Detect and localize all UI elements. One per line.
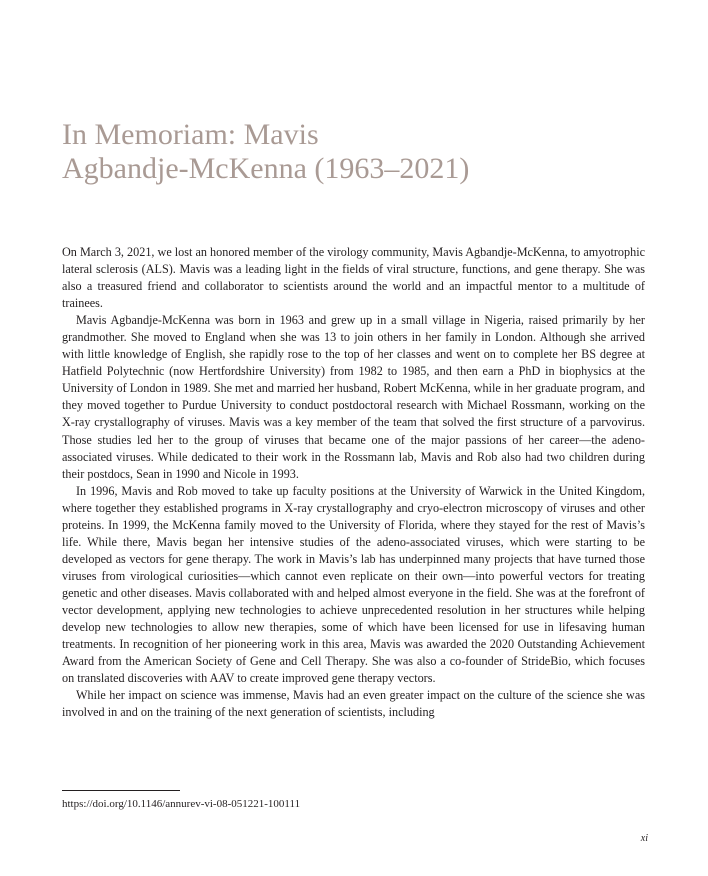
page-number: xi <box>640 833 648 844</box>
article-body <box>62 244 645 721</box>
footnote-divider <box>62 790 180 791</box>
article-title <box>62 118 582 186</box>
body-paragraph-1: On March 3, 2021, we lost an honored member of the virology community, Mavis Agbandje-McKenna, to amyotrophic lateral sclerosis (ALS). Mavis was a leading light in the fields of viral structure, functions, and gene therapy. She was also a treasured friend and collaborator to scientists around the world and an impactful mentor to a multitude of trainees. <box>62 245 645 311</box>
article-title-line-2: Agbandje-McKenna (1963–2021) <box>62 152 470 185</box>
article-title-line-1: In Memoriam: Mavis <box>62 118 319 151</box>
doi-link[interactable]: https://doi.org/10.1146/annurev-vi-08-051221-100111 <box>62 798 301 810</box>
body-paragraph-3: In 1996, Mavis and Rob moved to take up faculty positions at the University of Warwick in the United Kingdom, where together they established programs in X-ray crystallography and cryo-electron microscopy of viruses and other proteins. In 1999, the McKenna family moved to the University of Florida, where they stayed for the rest of Mavis’s life. While there, Mavis began her intensive studies of the adeno-associated viruses, which were starting to be developed as vectors for gene therapy. The work in Mavis’s lab has underpinned many projects that have turned those viruses from virological curiosities—which cannot even replicate on their own—into powerful vectors for treating genetic and other diseases. Mavis collaborated with and helped almost everyone in the field. She was at the forefront of vector development, applying new technologies to achieve unprecedented resolution in her structures while helping develop new technologies to allow new therapies, some of which have been licensed for use in lifesaving human treatments. In recognition of her pioneering work in this area, Mavis was awarded the 2020 Outstanding Achievement Award from the American Society of Gene and Cell Therapy. She was also a co-founder of StrideBio, which focuses on translated discoveries with AAV to create improved gene therapy vectors. <box>62 483 645 686</box>
body-paragraph-4: While her impact on science was immense, Mavis had an even greater impact on the culture of the science she was involved in and on the training of the next generation of scientists, including <box>62 688 645 720</box>
body-paragraph-2: Mavis Agbandje-McKenna was born in 1963 and grew up in a small village in Nigeria, raised primarily by her grandmother. She moved to England when she was 13 to join others in her family in London. Although she arrived with little knowledge of English, she rapidly rose to the top of her classes and went on to complete her BS degree at Hatfield Polytechnic (now Hertfordshire University) from 1982 to 1985, and then earn a PhD in biophysics at the University of London in 1989. She met and married her husband, Robert McKenna, while in her graduate program, and they moved together to Purdue University to conduct postdoctoral research with Michael Rossmann, working on the X-ray crystallography of viruses. Mavis was a key member of the team that solved the first structure of a parvovirus. Those studies led her to the group of viruses that became one of the major passions of her career—the adeno-associated viruses. While dedicated to their work in the Rossmann lab, Mavis and Rob also had two children during their postdocs, Sean in 1990 and Nicole in 1993. <box>62 313 645 481</box>
